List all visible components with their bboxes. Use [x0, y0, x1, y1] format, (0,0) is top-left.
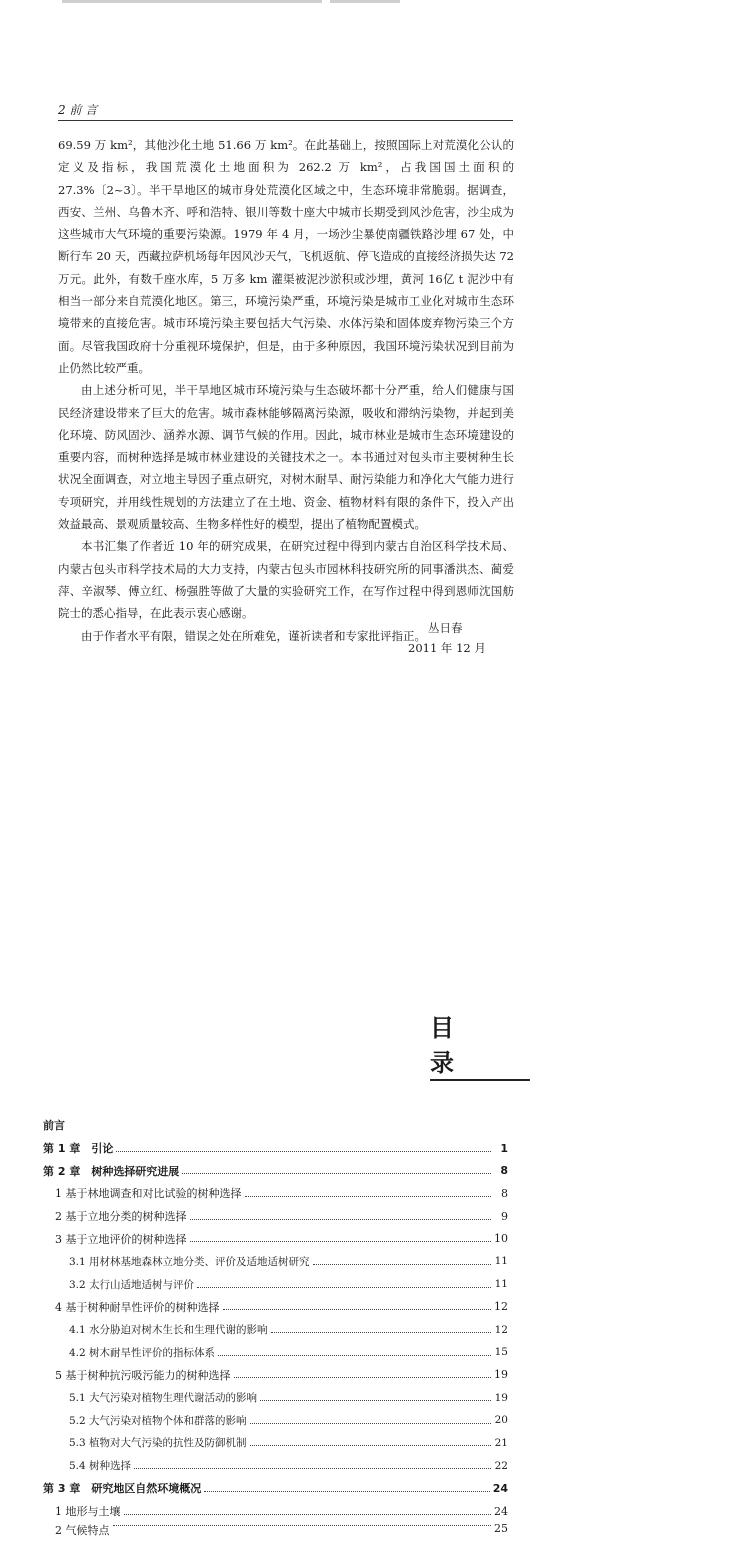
- toc-leader-dots: [271, 1332, 491, 1333]
- preface-paragraph: 本书汇集了作者近 10 年的研究成果，在研究过程中得到内蒙古自治区科学技术局、内蒙古包头市科学技术局的大力支持，内蒙古包头市园林科技研究所的同事潘洪杰、蔺爱萍、辛淑琴、傅立红、杨强胜等做了大量的实验研究工作，在写作过程中得到恩师沈国舫院士的悉心指导，在此表示衷心感谢。: [58, 539, 514, 621]
- toc-entry-page: 20: [494, 1414, 508, 1427]
- toc-entry-label: 3.1 用材林基地森林立地分类、评价及适地适树研究: [69, 1255, 310, 1268]
- preface-paragraph: 69.59 万 km²，其他沙化土地 51.66 万 km²。在此基础上，按照国际上对荒漠化公认的定义及指标，我国荒漠化土地面积为 262.2 万 km²，占我国国土面积的 27.3%〔2~3〕。半干旱地区的城市身处荒漠化区域之中，生态环境非常脆弱。据调查，西安、兰州、乌鲁木齐、呼和浩特、银川等数十座大中城市长期受到风沙危害，沙尘成为这些城市大气环境的重要污染源。1979 年 4 月，一场沙尘暴使南疆铁路沙埋 67 处，中断行车 20 天，西藏拉萨机场每年因风沙天气，飞机返航、停飞造成的直接经济损失达 72 万元。此外，有数千座水库，5 万多 km 灌渠被泥沙淤积或沙埋，黄河 16亿 t 泥沙中有相当一部分来自荒漠化地区。第三，环境污染严重，环境污染是城市工业化对城市生态环境带来的直接危害。城市环境污染主要包括大气污染、水体污染和固体废弃物污染三个方面。尽管我国政府十分重视环境保护，但是，由于多种原因，我国环境污染状况到目前为止仍然比较严重。: [58, 138, 514, 375]
- toc-entry: [43, 1454, 508, 1477]
- toc-leader-dots: [113, 1525, 492, 1526]
- toc-leader-dots: [190, 1219, 492, 1220]
- toc-entry-label: 2 气候特点: [55, 1524, 110, 1537]
- toc-entry: [43, 1432, 508, 1455]
- toc-entry-label: 第 2 章 树种选择研究进展: [43, 1164, 180, 1178]
- toc-entry-page: 12: [494, 1300, 508, 1314]
- toc-entry-label: 1 地形与土壤: [55, 1505, 121, 1519]
- toc-entry-label: 5.4 树种选择: [69, 1460, 132, 1473]
- toc-entry: [43, 1477, 508, 1500]
- toc-entry: [43, 1318, 508, 1341]
- toc-leader-dots: [245, 1196, 492, 1197]
- toc-entry-label: 第 3 章 研究地区自然环境概况: [43, 1482, 202, 1496]
- toc-entry: [43, 1182, 508, 1205]
- toc-entry-label: 第 1 章 引论: [43, 1142, 114, 1156]
- toc-entry-label: 4.2 树木耐旱性评价的指标体系: [69, 1346, 216, 1359]
- toc-entry-label: 3.2 太行山适地适树与评价: [69, 1278, 195, 1291]
- toc-entry: [43, 1386, 508, 1409]
- toc-entry-page: 11: [494, 1255, 508, 1268]
- preface-body: [58, 134, 514, 647]
- toc-leader-dots: [234, 1377, 492, 1378]
- toc-leader-dots: [218, 1355, 491, 1356]
- running-head: 2 前 言: [58, 101, 513, 121]
- toc-leader-dots: [190, 1241, 492, 1242]
- signature-date: 2011 年 12 月: [408, 641, 486, 655]
- toc-entry-page: 19: [494, 1391, 508, 1404]
- toc-entry: [43, 1341, 508, 1364]
- toc-entry: [43, 1500, 508, 1523]
- toc-entry-page: 12: [494, 1323, 508, 1336]
- toc-entry: [43, 1409, 508, 1432]
- toc-entry: [43, 1159, 508, 1182]
- toc-entry-page: 8: [501, 1186, 508, 1200]
- toc-entry: [43, 1227, 508, 1250]
- toc-title: 目 录: [430, 1008, 530, 1081]
- toc-entry-page: 19: [494, 1368, 508, 1382]
- toc-entry-page: 1: [500, 1141, 508, 1155]
- toc-entry-label: 2 基于立地分类的树种选择: [55, 1210, 187, 1224]
- toc-entry: [43, 1364, 508, 1387]
- toc-entry-page: 10: [494, 1232, 508, 1246]
- toc-entry: [43, 1522, 508, 1536]
- toc-entry-label: 4.1 水分胁迫对树木生长和生理代谢的影响: [69, 1324, 268, 1337]
- toc-entry-label: 前言: [43, 1119, 65, 1133]
- toc-leader-dots: [250, 1445, 491, 1446]
- toc-entry-page: 22: [494, 1459, 508, 1472]
- toc-entry-label: 5 基于树种抗污吸污能力的树种选择: [55, 1368, 231, 1382]
- toc-entry: [43, 1273, 508, 1296]
- toc-leader-dots: [134, 1468, 491, 1469]
- toc-leader-dots: [124, 1514, 492, 1515]
- signature-block: [408, 618, 518, 658]
- toc-entry-label: 5.3 植物对大气污染的抗性及防御机制: [69, 1437, 247, 1450]
- toc-leader-dots: [313, 1264, 491, 1265]
- toc-entry-page: 24: [494, 1504, 508, 1518]
- top-cropped-text-remnant: [0, 0, 750, 8]
- toc-leader-dots: [197, 1287, 491, 1288]
- toc-entry-label: 1 基于林地调查和对比试验的树种选择: [55, 1187, 242, 1201]
- toc-entry-page: 24: [492, 1481, 508, 1495]
- toc-entry-label: 3 基于立地评价的树种选择: [55, 1232, 187, 1246]
- toc-entry-page: 9: [501, 1209, 508, 1223]
- toc-leader-dots: [182, 1173, 491, 1174]
- toc-entry-page: 25: [494, 1522, 508, 1536]
- toc-entry: [43, 1296, 508, 1319]
- toc-leader-dots: [223, 1309, 492, 1310]
- author-name: 丛日春: [428, 621, 463, 635]
- preface-paragraph: 由上述分析可见，半干旱地区城市环境污染与生态破坏都十分严重，给人们健康与国民经济建设带来了巨大的危害。城市森林能够隔离污染源，吸收和滞纳污染物，并起到美化环境、防风固沙、涵养水源、调节气候的作用。因此，城市林业是城市生态环境建设的重要内容，而树种选择是城市林业建设的关键技术之一。本书通过对包头市主要树种生长状况全面调查，对立地主导因子重点研究，对树木耐旱、耐污染能力和净化大气能力进行专项研究，并用线性规划的方法建立了在土地、资金、植物材料有限的条件下，投入产出效益最高、景观质量较高、生物多样性好的模型，提出了植物配置模式。: [58, 383, 514, 532]
- toc-entry: [43, 1114, 508, 1137]
- preface-paragraph: 由于作者水平有限，错误之处在所难免，谨祈读者和专家批评指正。: [81, 628, 426, 643]
- toc-entry-page: 15: [494, 1346, 508, 1359]
- toc-leader-dots: [116, 1151, 491, 1152]
- toc-leader-dots: [204, 1491, 489, 1492]
- table-of-contents: [43, 1114, 508, 1536]
- toc-entry-page: 11: [494, 1278, 508, 1291]
- toc-entry: [43, 1205, 508, 1228]
- toc-leader-dots: [260, 1400, 491, 1401]
- toc-entry: [43, 1137, 508, 1160]
- toc-entry-label: 4 基于树种耐旱性评价的树种选择: [55, 1300, 220, 1314]
- toc-entry-page: 8: [500, 1164, 508, 1178]
- toc-leader-dots: [250, 1423, 491, 1424]
- toc-entry-label: 5.2 大气污染对植物个体和群落的影响: [69, 1414, 247, 1427]
- toc-entry-page: 21: [494, 1436, 508, 1449]
- toc-entry-label: 5.1 大气污染对植物生理代谢活动的影响: [69, 1392, 258, 1405]
- toc-entry: [43, 1250, 508, 1273]
